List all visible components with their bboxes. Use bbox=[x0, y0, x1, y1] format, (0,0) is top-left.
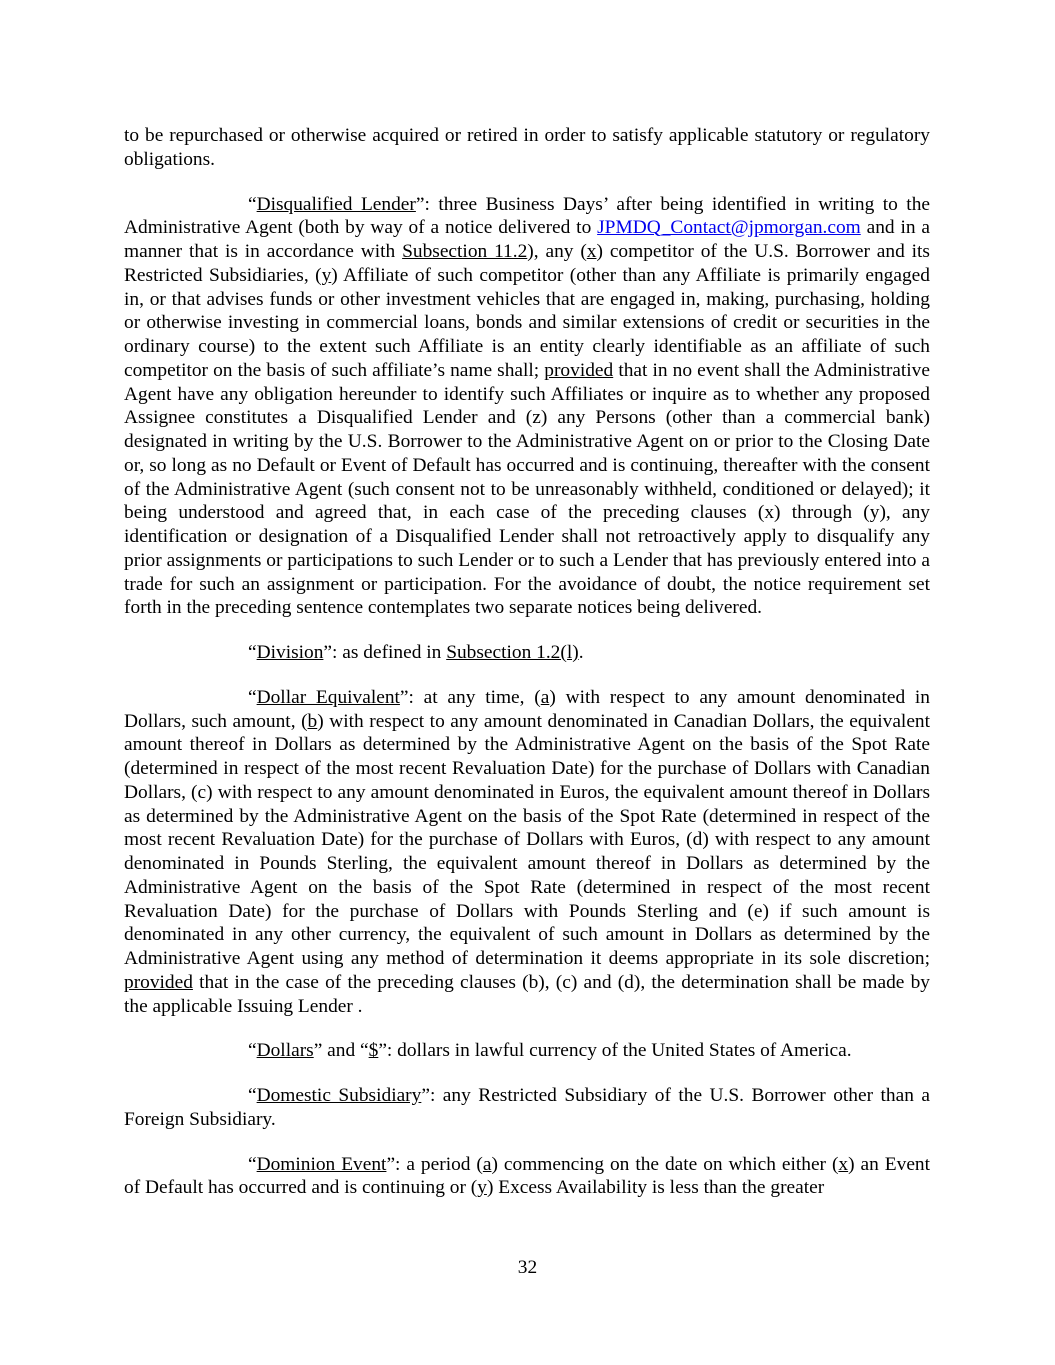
clause-marker: y bbox=[321, 264, 332, 286]
definition-dollars: “Dollars” and “$”: dollars in lawful currency of the United States of America. bbox=[248, 1040, 852, 1062]
clause-marker: x bbox=[838, 1153, 849, 1175]
email-link[interactable]: JPMDQ_Contact@jpmorgan.com bbox=[597, 217, 861, 239]
defined-term: $ bbox=[368, 1040, 379, 1062]
definition-domestic-subsidiary: “Domestic Subsidiary”: any Restricted Subsidiary of the U.S. Borrower other than a Foreign Subsidiary. bbox=[124, 1085, 930, 1130]
defined-term: Domestic Subsidiary bbox=[256, 1085, 422, 1106]
clause-marker: y bbox=[477, 1177, 487, 1199]
definition-disqualified-lender: “Disqualified Lender”: three Business Days’ after being identified in writing to the Administrative Agent (both by way of a notice delivered to JPMDQ_Contact@jpmorgan.com and in a manner that is in accordance with Subsection 11.2), any (x) competitor of the U.S. Borrower and its Restricted Subsidiaries, (y) Affiliate of such competitor (other than any Affiliate is primarily engaged in, or that advises funds or other investment vehicles that are engaged in, making, purchasing, holding or otherwise investing in commercial loans, bonds and similar extensions of credit or securities in the ordinary course) to the extent such Affiliate is an entity clearly identifiable as an affiliate of such competitor on the basis of such affiliate’s name shall; provided that in no event shall the Administrative Agent have any obligation hereunder to identify such Affiliates or inquire as to whether any proposed Assignee constitutes a Disqualified Lender and (z) any Persons (other than a commercial bank) designated in writing by the U.S. Borrower to the Administrative Agent on or prior to the Closing Date or, so long as no Default or Event of Default has occurred and is continuing, thereafter with the consent of the Administrative Agent (such consent not to be unreasonably withheld, conditioned or delayed); it being understood and agreed that, in each case of the preceding clauses (x) through (y), any identification or designation of a Disqualified Lender shall not retroactively apply to disqualify any prior assignments or participations to such Lender or to such a Lender that has previously entered into a trade for such an assignment or participation. For the avoidance of doubt, the notice requirement set forth in the preceding sentence contemplates two separate notices being delivered. bbox=[124, 193, 930, 619]
definition-dominion-event: “Dominion Event”: a period (a) commencing on the date on which either (x) an Event of Default has occurred and is continuing or (y) Excess Availability is less than the greater bbox=[124, 1153, 931, 1199]
clause-marker: a bbox=[482, 1153, 492, 1175]
document-body bbox=[124, 124, 930, 1221]
clause-marker: x bbox=[586, 241, 597, 262]
defined-term: Disqualified Lender bbox=[256, 193, 416, 215]
defined-term: Dominion Event bbox=[256, 1153, 387, 1175]
defined-term: Dollar Equivalent bbox=[256, 686, 400, 708]
page-number: 32 bbox=[517, 1257, 538, 1278]
defined-term: Division bbox=[256, 642, 324, 663]
cross-reference: Subsection 1.2(l) bbox=[446, 642, 579, 663]
clause-marker: a bbox=[540, 686, 550, 708]
cross-reference: Subsection 11.2 bbox=[402, 241, 528, 262]
defined-term: Dollars bbox=[256, 1040, 314, 1062]
clause-marker: b bbox=[307, 710, 318, 732]
provided-term: provided bbox=[124, 971, 193, 993]
definition-division: “Division”: as defined in Subsection 1.2(l). bbox=[248, 642, 584, 663]
provided-term: provided bbox=[544, 359, 614, 381]
definition-dollar-equivalent: “Dollar Equivalent”: at any time, (a) with respect to any amount denominated in Dollars, such amount, (b) with respect to any amount denominated in Canadian Dollars, the equivalent amount thereof in Dollars as determined by the Administrative Agent on the basis of the Spot Rate (determined in respect of the most recent Revaluation Date) for the purchase of Dollars with Canadian Dollars, (c) with respect to any amount denominated in Euros, the equivalent amount thereof in Dollars as determined by the Administrative Agent on the basis of the Spot Rate (determined in respect of the most recent Revaluation Date) for the purchase of Dollars with Euros, (d) with respect to any amount denominated in Pounds Sterling, the equivalent amount thereof in Dollars as determined by the Administrative Agent on the basis of the Spot Rate (determined in respect of the most recent Revaluation Date) for the purchase of Dollars with Pounds Sterling and (e) if such amount is denominated in any other currency, the equivalent of such amount in Dollars as determined by the Administrative Agent using any method of determination it deems appropriate in its sole discretion; provided that in the case of the preceding clauses (b), (c) and (d), the determination shall be made by the applicable Issuing Lender . bbox=[124, 686, 931, 1017]
paragraph-continuation: to be repurchased or otherwise acquired or retired in order to satisfy applicable statutory or regulatory obligations. bbox=[124, 125, 930, 170]
